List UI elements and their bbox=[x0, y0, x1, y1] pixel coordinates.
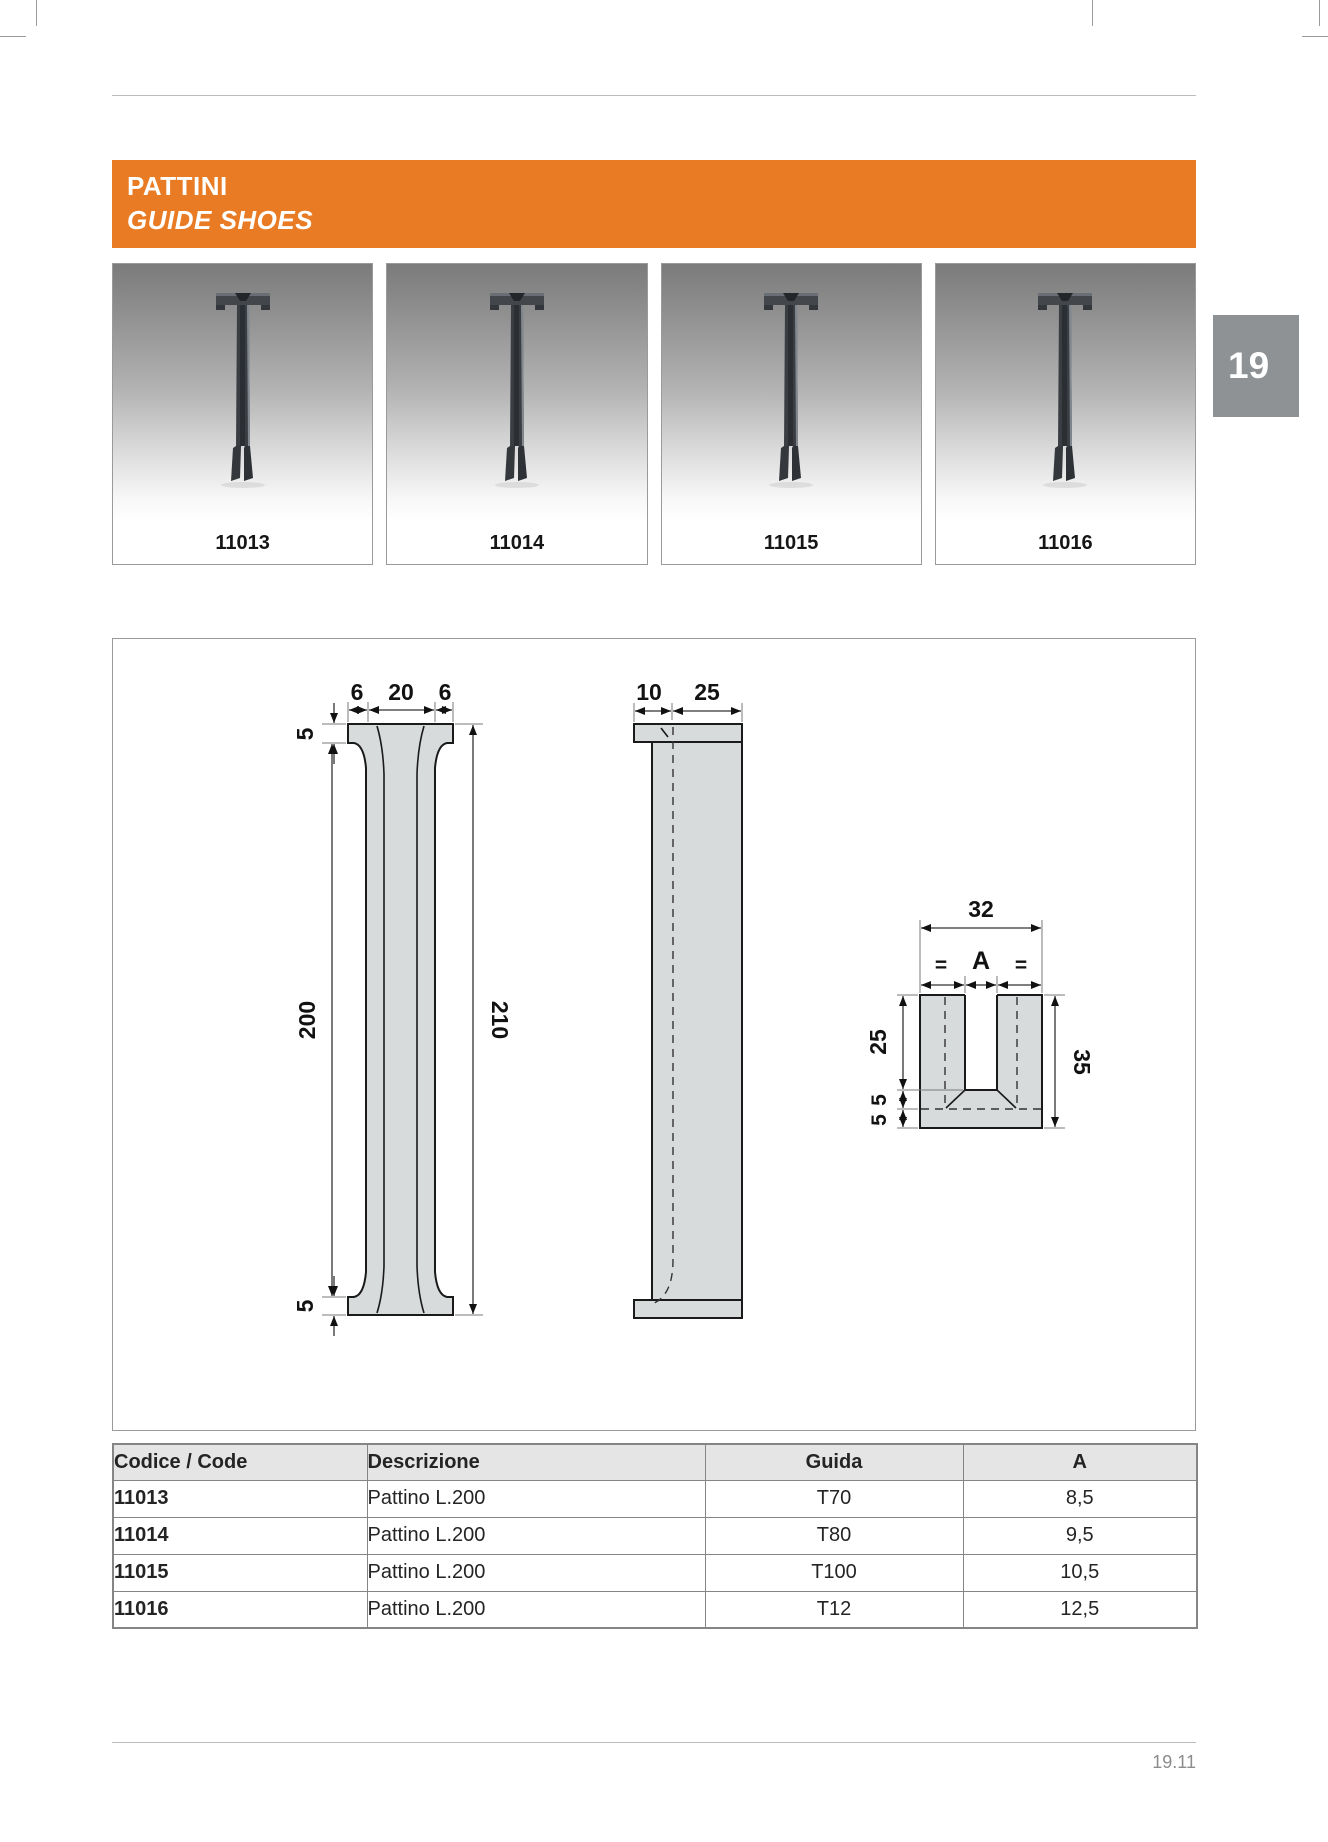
product-code: 11015 bbox=[763, 532, 819, 554]
cell-code: 11014 bbox=[113, 1517, 367, 1554]
dim-label: = bbox=[934, 954, 948, 977]
table-row bbox=[113, 1517, 1197, 1554]
dim-label: A bbox=[971, 947, 991, 975]
table-row bbox=[113, 1480, 1197, 1517]
section-view bbox=[865, 896, 1095, 1128]
dim-label: 10 bbox=[636, 679, 662, 705]
dim-label: 25 bbox=[865, 1029, 891, 1055]
table-header-row bbox=[113, 1444, 1197, 1480]
chapter-tab-label: 19 bbox=[1228, 345, 1270, 386]
guide-shoe-photo bbox=[457, 278, 577, 502]
product-gallery bbox=[112, 263, 1196, 565]
dim-label: 25 bbox=[694, 679, 720, 705]
guide-shoe-photo bbox=[1005, 278, 1125, 502]
technical-drawing bbox=[112, 638, 1196, 1431]
chapter-tab bbox=[1213, 315, 1299, 417]
cell-a: 12,5 bbox=[963, 1591, 1197, 1628]
dim-label: 35 bbox=[1069, 1049, 1095, 1075]
column-header-a: A bbox=[963, 1444, 1197, 1480]
product-code: 11016 bbox=[1038, 532, 1093, 554]
table-row bbox=[113, 1554, 1197, 1591]
product-code: 11014 bbox=[489, 532, 545, 554]
dim-label: 5 bbox=[292, 1299, 318, 1313]
crop-mark bbox=[1092, 0, 1093, 26]
footer-rule bbox=[112, 1742, 1196, 1743]
dim-label: 5 bbox=[292, 727, 318, 741]
dim-label: 5 bbox=[868, 1114, 891, 1126]
crop-mark bbox=[1319, 0, 1320, 26]
cell-guide: T12 bbox=[705, 1591, 963, 1628]
product-card bbox=[935, 263, 1196, 565]
technical-drawing-panel bbox=[112, 638, 1196, 1431]
crop-mark bbox=[0, 36, 26, 37]
column-header-description: Descrizione bbox=[367, 1444, 705, 1480]
column-header-code: Codice / Code bbox=[113, 1444, 367, 1480]
section-banner bbox=[112, 160, 1196, 248]
cell-code: 11015 bbox=[113, 1554, 367, 1591]
cell-a: 10,5 bbox=[963, 1554, 1197, 1591]
table-row bbox=[113, 1591, 1197, 1628]
product-code: 11013 bbox=[215, 532, 270, 554]
parts-table bbox=[112, 1443, 1198, 1629]
cell-guide: T70 bbox=[705, 1480, 963, 1517]
dim-label: 6 bbox=[350, 679, 364, 705]
cell-a: 9,5 bbox=[963, 1517, 1197, 1554]
column-header-guide: Guida bbox=[705, 1444, 963, 1480]
cell-code: 11016 bbox=[113, 1591, 367, 1628]
crop-mark bbox=[36, 0, 37, 26]
dim-label: 5 bbox=[868, 1094, 891, 1106]
crop-mark bbox=[1302, 36, 1328, 37]
cell-description: Pattino L.200 bbox=[367, 1591, 705, 1628]
cell-code: 11013 bbox=[113, 1480, 367, 1517]
guide-shoe-photo bbox=[731, 278, 851, 502]
top-rule bbox=[112, 95, 1196, 96]
side-view bbox=[634, 679, 742, 1318]
dim-label: 20 bbox=[388, 679, 414, 705]
section-title: PATTINI bbox=[127, 171, 228, 202]
cell-description: Pattino L.200 bbox=[367, 1517, 705, 1554]
cell-a: 8,5 bbox=[963, 1480, 1197, 1517]
product-card bbox=[112, 263, 373, 565]
dim-label: 210 bbox=[487, 1000, 513, 1040]
dim-label: 32 bbox=[968, 896, 994, 922]
dim-label: 6 bbox=[438, 679, 452, 705]
section-subtitle: GUIDE SHOES bbox=[127, 205, 314, 235]
cell-guide: T100 bbox=[705, 1554, 963, 1591]
product-card bbox=[661, 263, 922, 565]
dim-label: 200 bbox=[294, 1000, 320, 1040]
product-card bbox=[386, 263, 647, 565]
cell-guide: T80 bbox=[705, 1517, 963, 1554]
page-number: 19.11 bbox=[1152, 1752, 1196, 1772]
dim-label: = bbox=[1014, 954, 1028, 977]
front-view bbox=[292, 679, 513, 1336]
cell-description: Pattino L.200 bbox=[367, 1554, 705, 1591]
guide-shoe-photo bbox=[183, 278, 303, 502]
cell-description: Pattino L.200 bbox=[367, 1480, 705, 1517]
